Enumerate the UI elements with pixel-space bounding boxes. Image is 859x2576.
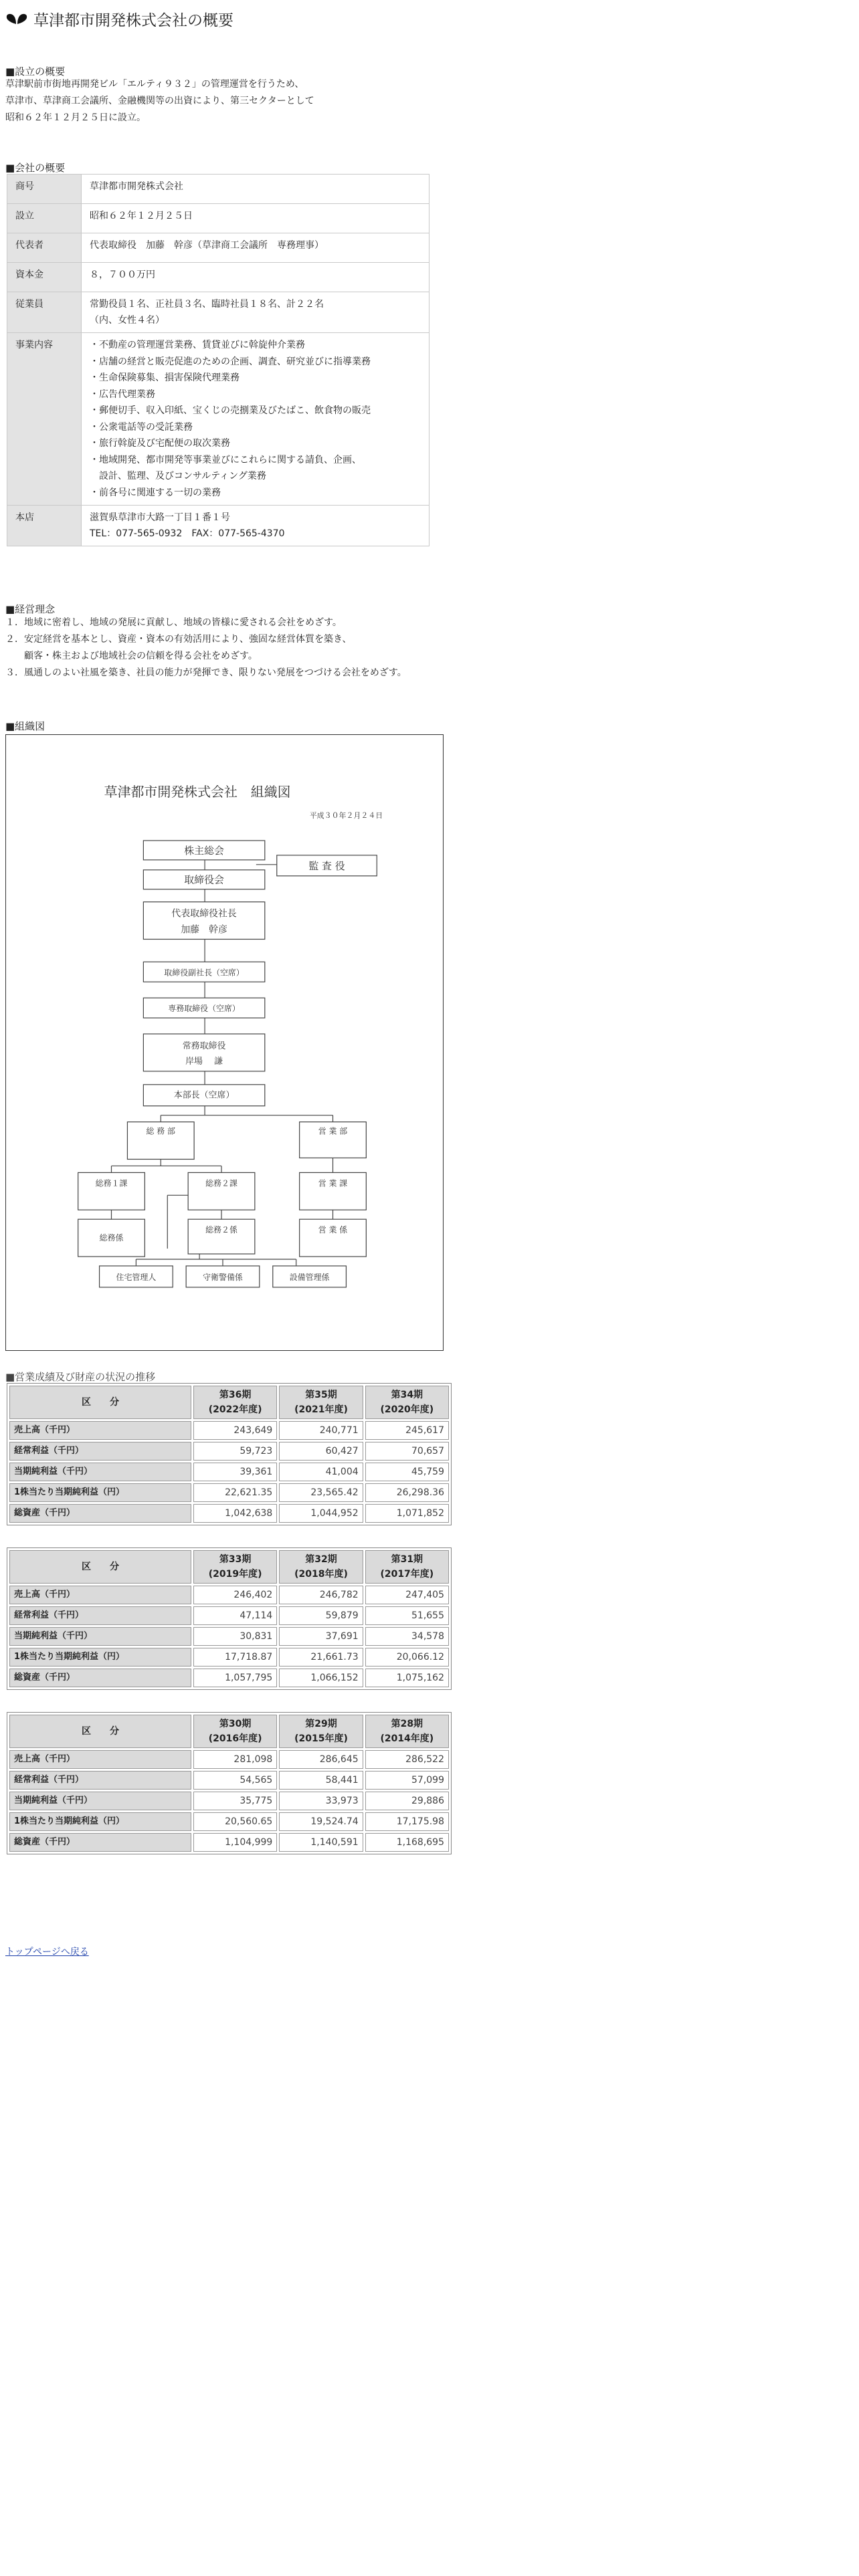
address-line: 滋賀県草津市大路一丁目１番１号 (90, 512, 230, 523)
finance-cell: 19,524.74 (279, 1812, 363, 1831)
finance-cell: 1,140,591 (279, 1833, 363, 1852)
finance-row-label: 総資産（千円） (9, 1833, 191, 1852)
period-year: (2016年度) (208, 1733, 262, 1744)
business-list (82, 333, 430, 506)
period-year: (2017年度) (380, 1569, 434, 1580)
table-row (9, 1421, 449, 1440)
finance-cell: 70,657 (365, 1442, 449, 1461)
period-label: 第32期 (305, 1554, 337, 1565)
philosophy-line: 顧客・株主および地域社会の信頼を得る会社をめざす。 (5, 651, 258, 661)
finance-row-label: 総資産（千円） (9, 1669, 191, 1687)
business-item: ・旅行斡旋及び宅配便の取次業務 (90, 438, 230, 449)
finance-cell: 60,427 (279, 1442, 363, 1461)
finance-row-label: 当期純利益（千円） (9, 1792, 191, 1810)
finance-cell: 59,879 (279, 1606, 363, 1625)
org-label: 総 務 部 (146, 1126, 176, 1136)
table-row (9, 1792, 449, 1810)
finance-cell: 286,645 (279, 1750, 363, 1769)
finance-row-label: 売上高（千円） (9, 1750, 191, 1769)
period-label: 第28期 (391, 1719, 423, 1729)
company-value: 代表取締役 加藤 幹彦（草津商工会議所 専務理事） (82, 233, 430, 263)
finance-period-header (365, 1715, 449, 1748)
table-row (7, 333, 430, 506)
finance-cell: 45,759 (365, 1463, 449, 1481)
finance-cell: 47,114 (193, 1606, 277, 1625)
org-label: 総務係 (99, 1233, 124, 1243)
company-label: 従業員 (7, 292, 82, 333)
finance-cell: 26,298.36 (365, 1483, 449, 1502)
table-row (7, 506, 430, 546)
finance-row-label: 売上高（千円） (9, 1586, 191, 1604)
finance-header-row (9, 1550, 449, 1584)
philosophy-line: ３．風通しのよい社風を築き、社員の能力が発揮でき、限りない発展をつづける会社をめざす。 (5, 667, 407, 678)
finance-cell: 20,066.12 (365, 1648, 449, 1667)
org-box-ga-unit2 (188, 1219, 255, 1254)
finance-cell: 20,560.65 (193, 1812, 277, 1831)
finance-cell: 246,402 (193, 1586, 277, 1604)
finance-table (7, 1383, 452, 1525)
business-item: ・公衆電話等の受託業務 (90, 421, 193, 433)
finance-header-label: 区 分 (9, 1715, 191, 1748)
org-label: 取締役副社長（空席） (164, 968, 244, 978)
finance-row-label: 売上高（千円） (9, 1421, 191, 1440)
finance-table (7, 1547, 452, 1690)
finance-header-label: 区 分 (9, 1386, 191, 1419)
table-row (7, 263, 430, 292)
table-row (7, 175, 430, 204)
finance-cell: 34,578 (365, 1627, 449, 1646)
period-year: (2020年度) (380, 1404, 434, 1415)
finance-row-label: 当期純利益（千円） (9, 1627, 191, 1646)
finance-period-header (193, 1715, 277, 1748)
org-label: 専務取締役（空席） (168, 1004, 240, 1014)
employee-line: 常勤役員１名、正社員３名、臨時社員１８名、計２２名 (90, 299, 324, 310)
finance-cell: 17,175.98 (365, 1812, 449, 1831)
org-label: 営 業 部 (318, 1126, 348, 1136)
finance-cell: 1,104,999 (193, 1833, 277, 1852)
org-label: 代表取締役社長 (171, 908, 237, 920)
business-item: ・店舗の経営と販売促進のための企画、調査、研究並びに指導業務 (90, 356, 371, 367)
table-row (9, 1463, 449, 1481)
org-label: 本部長（空席） (173, 1090, 235, 1101)
period-year: (2019年度) (208, 1569, 262, 1580)
period-label: 第36期 (219, 1390, 252, 1400)
business-item: ・地域開発、都市開発等事業並びにこれらに関する請負、企画、 (90, 454, 361, 465)
period-label: 第29期 (305, 1719, 337, 1729)
period-label: 第34期 (391, 1390, 423, 1400)
top-page-link[interactable]: トップページへ戻る (5, 1947, 89, 1957)
period-year: (2021年度) (294, 1404, 348, 1415)
finance-period-header (365, 1386, 449, 1419)
finance-row-label: 総資産（千円） (9, 1504, 191, 1523)
finance-period-header (279, 1550, 363, 1584)
finance-row-label: 1株当たり当期純利益（円） (9, 1812, 191, 1831)
finance-row-label: 経常利益（千円） (9, 1606, 191, 1625)
finance-cell: 1,042,638 (193, 1504, 277, 1523)
philosophy-heading: ■経営理念 (5, 603, 56, 615)
table-row (7, 233, 430, 263)
company-value (82, 292, 430, 333)
business-item: ・生命保険募集、損害保険代理業務 (90, 372, 240, 383)
setup-heading: ■設立の概要 (5, 66, 66, 78)
finance-period-header (193, 1550, 277, 1584)
period-label: 第31期 (391, 1554, 423, 1565)
table-row (9, 1586, 449, 1604)
org-label: 住宅管理人 (116, 1272, 157, 1282)
finance-header-label: 区 分 (9, 1550, 191, 1584)
period-label: 第33期 (219, 1554, 252, 1565)
org-label: 監 査 役 (308, 859, 345, 872)
finance-cell: 1,066,152 (279, 1669, 363, 1687)
table-row (7, 204, 430, 233)
company-value (82, 506, 430, 546)
finance-row-label: 経常利益（千円） (9, 1771, 191, 1790)
finance-cell: 35,775 (193, 1792, 277, 1810)
company-label: 代表者 (7, 233, 82, 263)
company-label: 事業内容 (7, 333, 82, 506)
philosophy-line: ２．安定経営を基本とし、資産・資本の有効活用により、強固な経営体質を築き、 (5, 634, 352, 645)
philosophy-text (5, 615, 407, 681)
table-row (9, 1442, 449, 1461)
setup-line: 草津駅前市街地再開発ビル「エルティ９３２」の管理運営を行うため、 (5, 79, 304, 90)
employee-line: （内、女性４名） (90, 315, 165, 326)
finance-cell: 247,405 (365, 1586, 449, 1604)
finance-cell: 51,655 (365, 1606, 449, 1625)
period-year: (2022年度) (208, 1404, 262, 1415)
setup-line: 昭和６２年１２月２５日に設立。 (5, 112, 146, 123)
page-title: 草津都市開発株式会社の概要 (33, 12, 233, 29)
org-label: 株主総会 (184, 844, 224, 857)
business-item: ・前各号に関連する一切の業務 (90, 487, 221, 498)
company-value: ８，７００万円 (82, 263, 430, 292)
finance-cell: 33,973 (279, 1792, 363, 1810)
org-label: 総務１課 (95, 1178, 128, 1188)
finance-row-label: 1株当たり当期純利益（円） (9, 1648, 191, 1667)
finance-cell: 21,661.73 (279, 1648, 363, 1667)
table-row (9, 1750, 449, 1769)
business-item: 設計、監理、及びコンサルティング業務 (90, 471, 266, 481)
org-label: 常務取締役 (182, 1041, 226, 1051)
business-item: ・郵便切手、収入印紙、宝くじの売捌業及びたばこ、飲食物の販売 (90, 405, 371, 416)
finance-cell: 281,098 (193, 1750, 277, 1769)
org-label: 岸場 謙 (185, 1056, 223, 1067)
finance-period-header (279, 1386, 363, 1419)
finance-cell: 23,565.42 (279, 1483, 363, 1502)
finance-cell: 1,168,695 (365, 1833, 449, 1852)
org-label: 総務２係 (205, 1225, 237, 1235)
org-heading: ■組織図 (5, 720, 45, 732)
table-row (9, 1504, 449, 1523)
finance-cell: 39,361 (193, 1463, 277, 1481)
finance-cell: 58,441 (279, 1771, 363, 1790)
table-row (9, 1833, 449, 1852)
page-title-row (5, 8, 233, 30)
table-row (9, 1483, 449, 1502)
business-item: ・広告代理業務 (90, 389, 155, 400)
finance-cell: 37,691 (279, 1627, 363, 1646)
finance-cell: 286,522 (365, 1750, 449, 1769)
table-row (9, 1648, 449, 1667)
finance-cell: 41,004 (279, 1463, 363, 1481)
org-label: 加藤 幹彦 (181, 924, 227, 936)
org-label: 営 業 係 (318, 1225, 348, 1235)
finance-period-header (193, 1386, 277, 1419)
finance-header-row (9, 1715, 449, 1748)
company-label: 資本金 (7, 263, 82, 292)
table-row (9, 1627, 449, 1646)
finance-cell: 30,831 (193, 1627, 277, 1646)
setup-text (5, 76, 314, 126)
org-chart (5, 734, 444, 1351)
period-label: 第35期 (305, 1390, 337, 1400)
org-label: 総務２課 (205, 1178, 237, 1188)
finance-heading: ■営業成績及び財産の状況の推移 (5, 1371, 156, 1383)
finance-cell: 240,771 (279, 1421, 363, 1440)
org-label: 営 業 課 (318, 1178, 348, 1188)
table-row (9, 1606, 449, 1625)
finance-cell: 1,057,795 (193, 1669, 277, 1687)
period-year: (2015年度) (294, 1733, 348, 1744)
table-row (9, 1771, 449, 1790)
finance-cell: 246,782 (279, 1586, 363, 1604)
period-label: 第30期 (219, 1719, 252, 1729)
table-row (9, 1812, 449, 1831)
table-row (9, 1669, 449, 1687)
finance-cell: 245,617 (365, 1421, 449, 1440)
org-label: 取締役会 (184, 873, 224, 886)
finance-header-row (9, 1386, 449, 1419)
finance-row-label: 経常利益（千円） (9, 1442, 191, 1461)
finance-cell: 17,718.87 (193, 1648, 277, 1667)
finance-period-header (365, 1550, 449, 1584)
company-label: 商号 (7, 175, 82, 204)
finance-cell: 1,071,852 (365, 1504, 449, 1523)
company-heading: ■会社の概要 (5, 162, 66, 174)
business-item: ・不動産の管理運営業務、賃貸並びに斡旋仲介業務 (90, 340, 305, 350)
finance-cell: 57,099 (365, 1771, 449, 1790)
finance-cell: 59,723 (193, 1442, 277, 1461)
company-value: 昭和６２年１２月２５日 (82, 204, 430, 233)
finance-cell: 243,649 (193, 1421, 277, 1440)
finance-table (7, 1712, 452, 1854)
company-label: 本店 (7, 506, 82, 546)
company-value: 草津都市開発株式会社 (82, 175, 430, 204)
org-date: 平成３０年２月２４日 (309, 811, 383, 821)
org-label: 守衛警備係 (203, 1272, 243, 1282)
finance-cell: 54,565 (193, 1771, 277, 1790)
company-label: 設立 (7, 204, 82, 233)
finance-period-header (279, 1715, 363, 1748)
table-row (7, 292, 430, 333)
period-year: (2018年度) (294, 1569, 348, 1580)
company-table (7, 174, 430, 546)
org-title: 草津都市開発株式会社 組織図 (104, 784, 291, 800)
finance-cell: 1,044,952 (279, 1504, 363, 1523)
philosophy-line: １．地域に密着し、地域の発展に貢献し、地域の皆様に愛される会社をめざす。 (5, 617, 342, 628)
finance-cell: 1,075,162 (365, 1669, 449, 1687)
contact-line: TEL：077-565-0932 FAX：077-565-4370 (90, 528, 285, 539)
finance-cell: 29,886 (365, 1792, 449, 1810)
org-label: 設備管理係 (289, 1272, 330, 1282)
finance-cell: 22,621.35 (193, 1483, 277, 1502)
finance-row-label: 1株当たり当期純利益（円） (9, 1483, 191, 1502)
setup-line: 草津市、草津商工会議所、金融機関等の出資により、第三セクターとして (5, 96, 314, 106)
period-year: (2014年度) (380, 1733, 434, 1744)
logo-icon (5, 13, 28, 26)
finance-row-label: 当期純利益（千円） (9, 1463, 191, 1481)
